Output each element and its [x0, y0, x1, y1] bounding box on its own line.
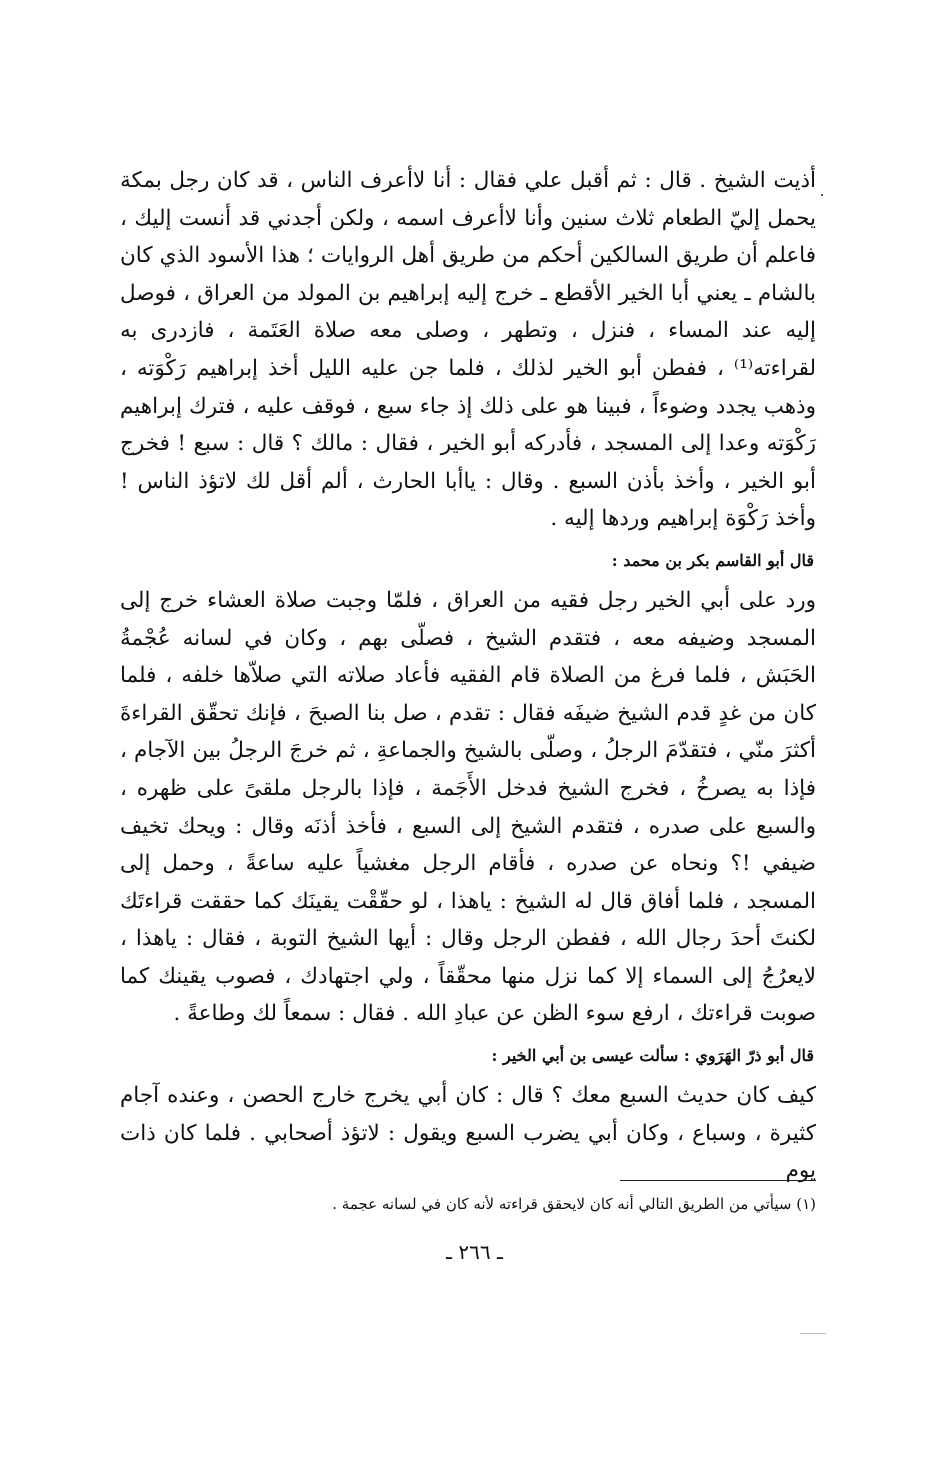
section-heading-2: قال أبو ذرّ الهَرَوي : سألت عيسى بن أبي الخير : [491, 1046, 814, 1066]
paragraph-3: كيف كان حديث السبع معك ؟ قال : كان أبي يخرج خارج الحصن ، وعنده آجام كثيرة ، وسباع ، وكان أبي يضرب السبع ويقول : لاتؤذ أصحابي . فلما كان ذات يوم [120, 1083, 816, 1184]
scan-speck [800, 1333, 826, 1334]
paragraph-1: أذيت الشيخ . قال : ثم أقبل علي فقال : أنا لاأعرف الناس ، قد كان رجل بمكة يحمل إليّ الطعام ثلاث سنين وأنا لاأعرف اسمه ، ولكن أجدني قد أنست إليك ، فاعلم أن طريق السالكين أحكم من طريق أهل الروايات ؛ هذا الأسود الذي كان بالشام ـ يعني أبا الخير الأقطع ـ خرج إليه إبراهيم بن المولد من العراق ، فوصل إليه عند المساء ، فنزل ، وتطهر ، وصلى معه صلاة العَتَمة ، فازدرى به لقراءته⁽¹⁾ ، ففطن أبو الخير لذلك ، فلما جن عليه الليل أخذ إبراهيم رَكْوَته ، وذهب يجدد وضوءاً ، فبينا هو على ذلك إذ جاء سبع ، فوقف عليه ، فترك إبراهيم رَكْوَته وعدا إلى المسجد ، فأدركه أبو الخير ، فقال : مالك ؟ قال : سبع ! فخرج أبو الخير ، وأخذ بأذن السبع . وقال : ياأبا الحارث ، ألم أقل لك لاتؤذ الناس ! وأخذ رَكْوَة إبراهيم وردها إليه . [120, 168, 816, 532]
footnote: (١) سيأتي من الطريق التالي أنه كان لايحقق قراءته لأنه كان في لسانه عجمة . [332, 1195, 816, 1213]
page-number: ـ ٢٦٦ ـ [446, 1240, 503, 1264]
footnote-divider [620, 1180, 816, 1181]
scan-speck [821, 194, 823, 196]
paragraph-2: ورد على أبي الخير رجل فقيه من العراق ، فلمّا وجبت صلاة العشاء خرج إلى المسجد وضيفه معه ، فتقدم الشيخ ، فصلّى بهم ، وكان في لسانه عُجْمةُ الحَبَش ، فلما فرغ من الصلاة قام الفقيه فأعاد صلاته التي صلاّها خلفه ، فلما كان من غدٍ قدم الشيخ ضيفَه فقال : تقدم ، صل بنا الصبحَ ، فإنك تحقّق القراءةَ أكثرَ منّي ، فتقدّمَ الرجلُ ، وصلّى بالشيخ والجماعةِ ، ثم خرجَ الرجلُ بين الآجام ، فإذا به يصرخُ ، فخرج الشيخ فدخل الأَجَمة ، فإذا بالرجل ملقىً على ظهره ، والسبع على صدره ، فتقدم الشيخ إلى السبع ، فأخذ أذنَه وقال : ويحك تخيف ضيفي !؟ ونحاه عن صدره ، فأقام الرجل مغشياً عليه ساعةً ، وحمل إلى المسجد ، فلما أفاق قال له الشيخ : ياهذا ، لو حقّقْت يقينَك كما حققت قراءتَك لكنتَ أحدَ رجال الله ، ففطن الرجل وقال : أيها الشيخ التوبة ، فقال : ياهذا ، لايعرُجُ إلى السماء إلا كما نزل منها محقّقاً ، ولي اجتهادك ، فصوب يقينك كما صوبت قراءتك ، ارفع سوء الظن عن عبادِ الله . فقال : سمعاً لك وطاعةً . [120, 587, 816, 1027]
section-heading-1: قال أبو القاسم بكر بن محمد : [611, 550, 814, 570]
page-body [120, 162, 816, 1190]
